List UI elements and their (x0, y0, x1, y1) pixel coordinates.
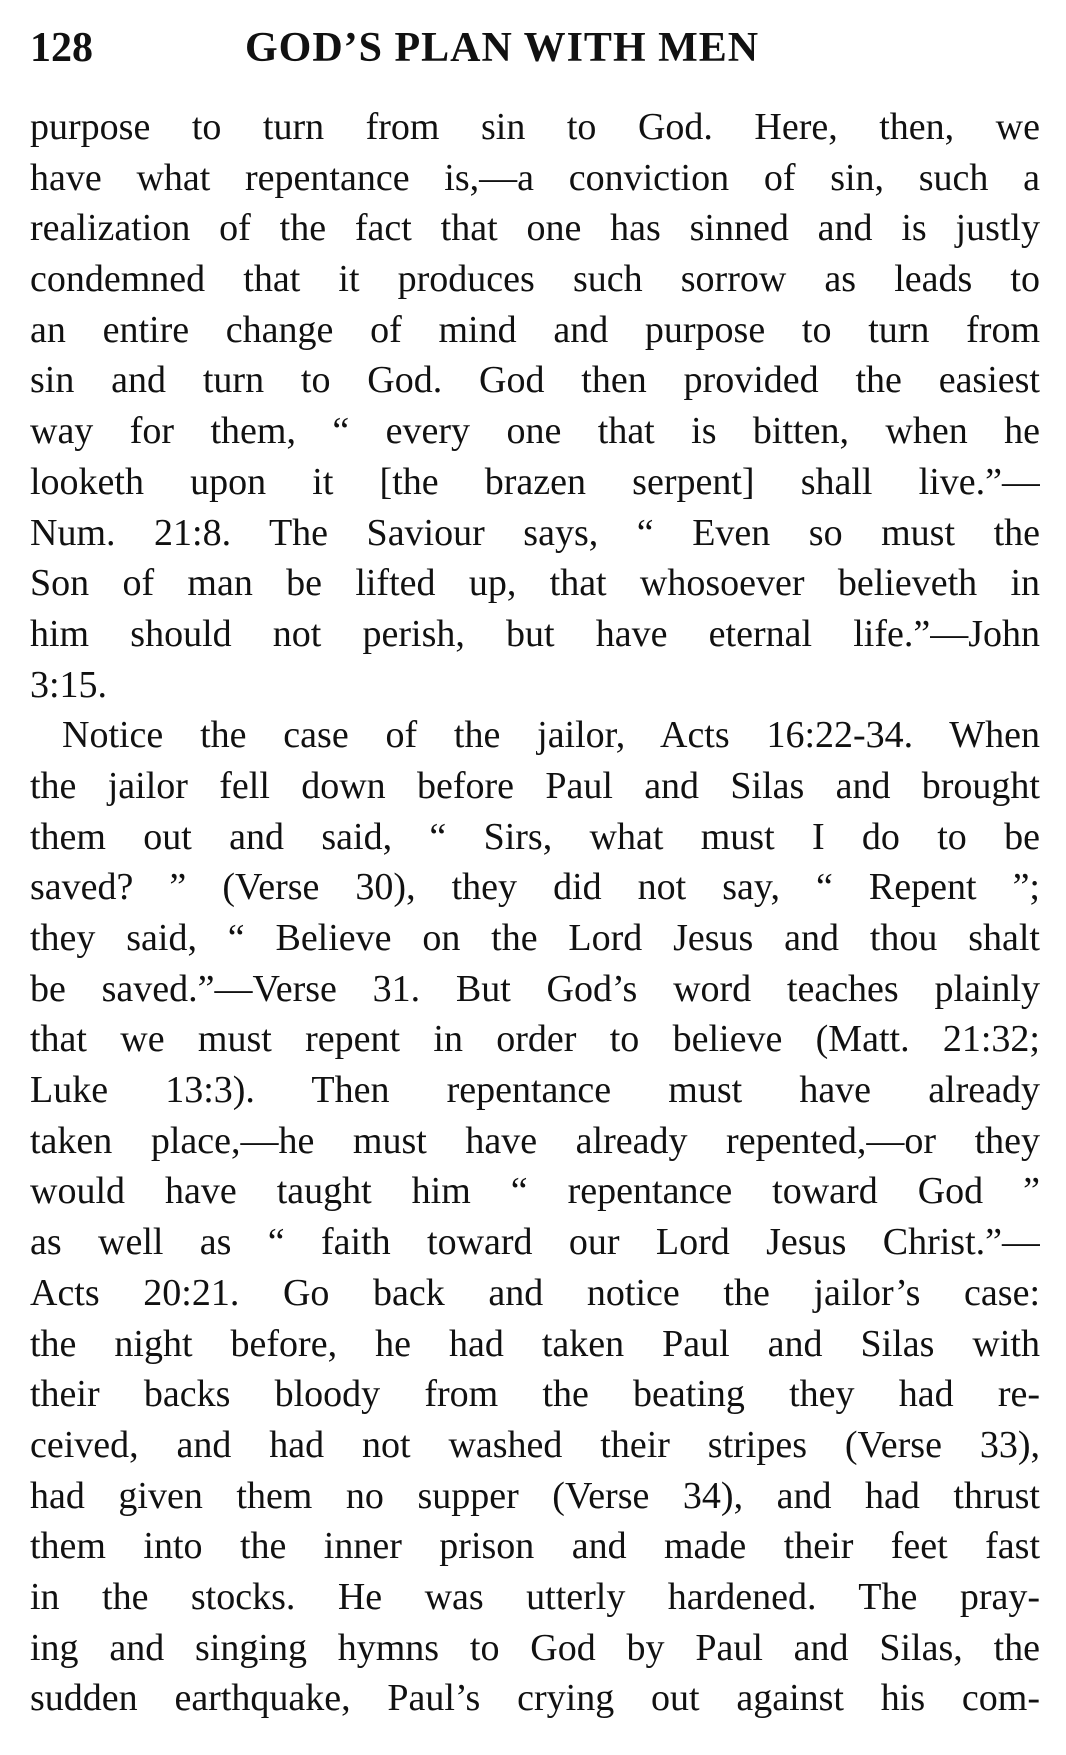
text-line: their backs bloody from the beating they had re- (30, 1373, 1040, 1416)
text-line: the night before, he had taken Paul and Silas with (30, 1322, 1040, 1365)
text-line: had given them no supper (Verse 34), and had thrust (30, 1474, 1040, 1517)
text-line: Son of man be lifted up, that whosoever believeth in (30, 562, 1040, 605)
text-line: in the stocks. He was utterly hardened. The pray- (30, 1575, 1040, 1618)
text-line: an entire change of mind and purpose to turn from (30, 308, 1040, 351)
text-line: taken place,—he must have already repented,—or they (30, 1119, 1040, 1162)
text-line: condemned that it produces such sorrow as leads to (30, 258, 1040, 301)
text-line: looketh upon it [the brazen serpent] shall live.”— (30, 460, 1040, 503)
running-head: GOD’S PLAN WITH MEN (245, 25, 760, 71)
page-number: 128 (30, 25, 93, 71)
body-text (30, 102, 1040, 1724)
text-line: purpose to turn from sin to God. Here, then, we (30, 106, 1040, 148)
text-line: that we must repent in order to believe (Matt. 21:32; (30, 1018, 1040, 1061)
text-line: them into the inner prison and made their feet fast (30, 1525, 1040, 1568)
text-line: ing and singing hymns to God by Paul and Silas, the (30, 1626, 1040, 1669)
text-line: sin and turn to God. God then provided the easiest (30, 359, 1040, 402)
text-line: the jailor fell down before Paul and Silas and brought (30, 764, 1040, 807)
text-line: Luke 13:3). Then repentance must have already (30, 1069, 1040, 1112)
text-line: sudden earthquake, Paul’s crying out against his com- (30, 1677, 1040, 1720)
text-line: way for them, “ every one that is bitten, when he (30, 410, 1040, 453)
text-line: be saved.”—Verse 31. But God’s word teaches plainly (30, 967, 1040, 1010)
text-line: have what repentance is,—a conviction of sin, such a (30, 156, 1040, 199)
paragraph-start-line: Notice the case of the jailor, Acts 16:22-34. When (62, 714, 1040, 757)
text-line: realization of the fact that one has sinned and is justly (30, 207, 1040, 250)
text-line: him should not perish, but have eternal life.”—John (30, 612, 1040, 655)
text-line: as well as “ faith toward our Lord Jesus Christ.”— (30, 1221, 1040, 1264)
text-line: they said, “ Believe on the Lord Jesus and thou shalt (30, 917, 1040, 959)
text-line: saved? ” (Verse 30), they did not say, “ Repent ”; (30, 866, 1040, 909)
page-header (30, 18, 1040, 78)
text-line: Acts 20:21. Go back and notice the jailor’s case: (30, 1271, 1040, 1314)
text-line: would have taught him “ repentance toward God ” (30, 1170, 1040, 1213)
text-line: ceived, and had not washed their stripes (Verse 33), (30, 1423, 1040, 1466)
text-line: Num. 21:8. The Saviour says, “ Even so must the (30, 511, 1040, 554)
text-line: them out and said, “ Sirs, what must I do to be (30, 815, 1040, 858)
text-line: 3:15. (30, 663, 108, 706)
